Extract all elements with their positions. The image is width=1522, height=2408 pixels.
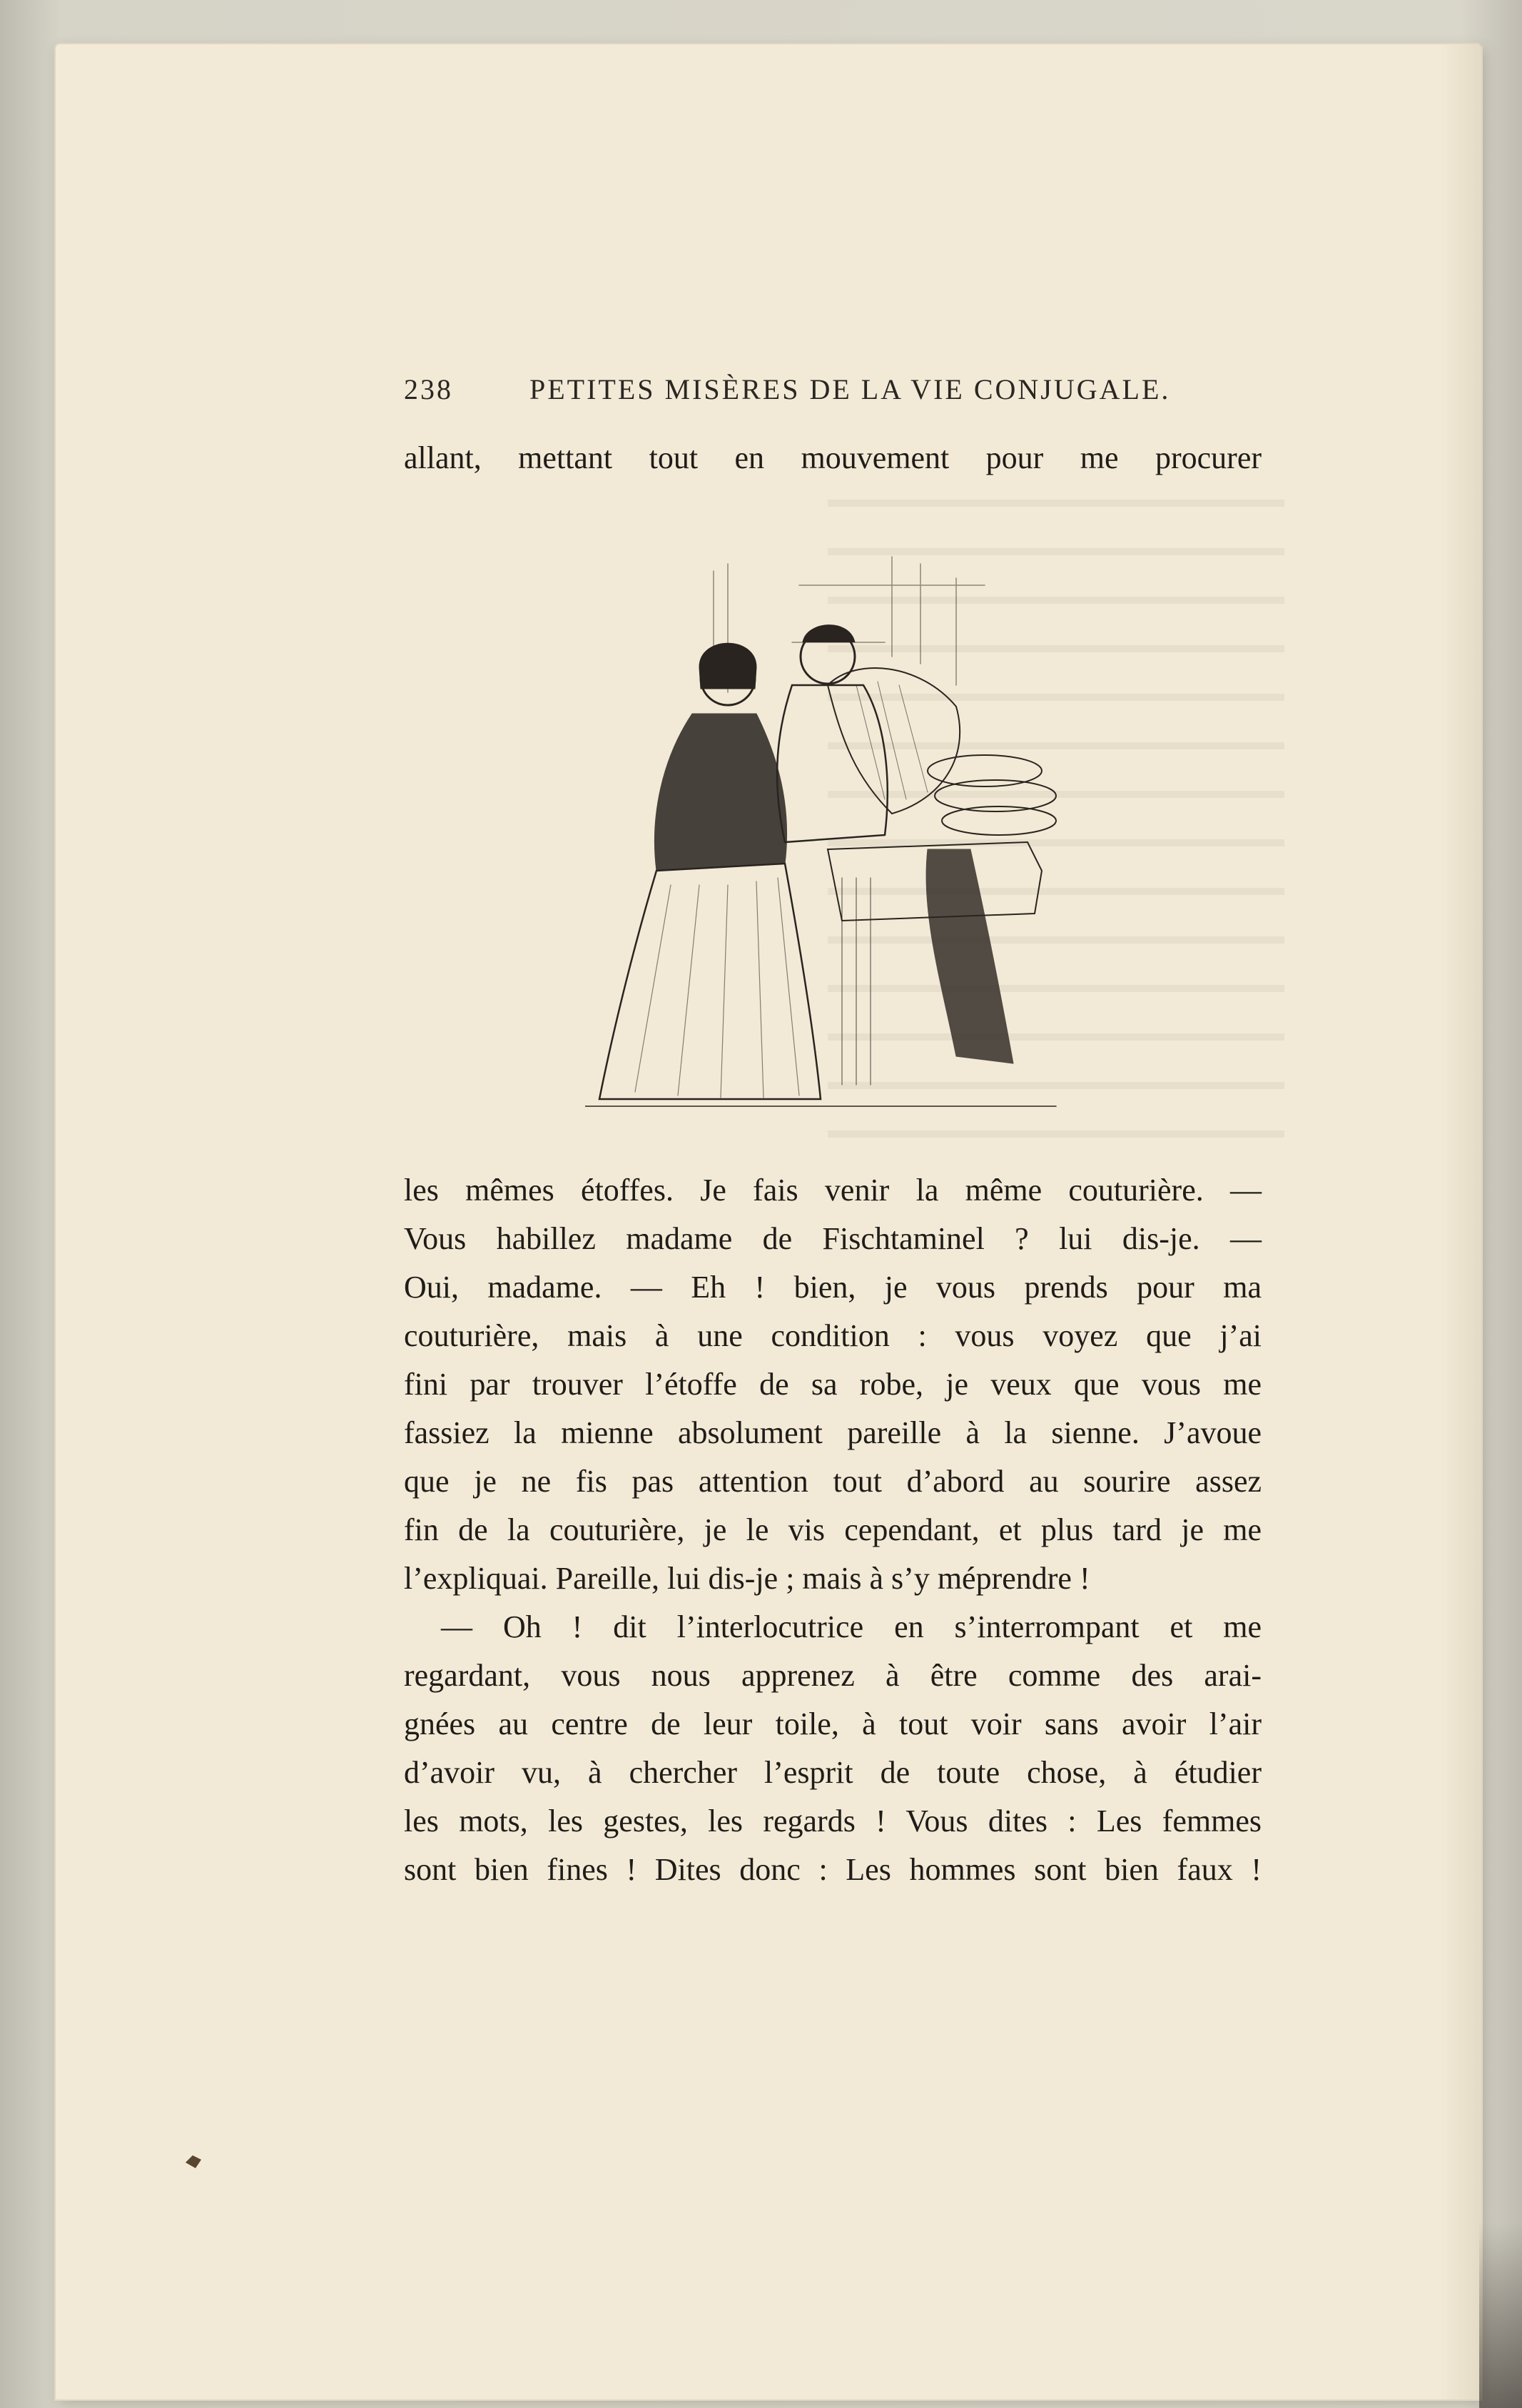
text-line: que je ne fis pas attention tout d’abord au sourire assez	[404, 1464, 1262, 1499]
text-line: fassiez la mienne absolument pareille à la sienne. J’avoue	[404, 1415, 1262, 1450]
text-line: fini par trouver l’étoffe de sa robe, je veux que vous me	[404, 1367, 1262, 1402]
text-line: les mots, les gestes, les regards ! Vous dites : Les femmes	[404, 1804, 1262, 1838]
text-line: allant, mettant tout en mouvement pour me procurer	[404, 440, 1262, 475]
text-line: fin de la couturière, je le vis cependant, et plus tard je me	[404, 1512, 1262, 1547]
text-line: sont bien fines ! Dites donc : Les hommes sont bien faux !	[404, 1852, 1262, 1887]
text-line: Oui, madame. — Eh ! bien, je vous prends pour ma	[404, 1270, 1262, 1305]
engraving-dressmaker-scene-icon	[585, 542, 1085, 1120]
page-edge-shadow	[1439, 44, 1481, 2399]
running-head	[404, 373, 1262, 415]
text-line: couturière, mais à une condition : vous voyez que j’ai	[404, 1318, 1262, 1353]
text-line: Vous habillez madame de Fischtaminel ? lui dis-je. —	[404, 1221, 1262, 1256]
text-line: d’avoir vu, à chercher l’esprit de toute chose, à étudier	[404, 1755, 1262, 1790]
text-line: regardant, vous nous apprenez à être comme des arai-	[404, 1658, 1262, 1693]
text-before-illustration	[404, 434, 1262, 482]
text-line: les mêmes étoffes. Je fais venir la même couturière. —	[404, 1173, 1262, 1208]
text-line: gnées au centre de leur toile, à tout voir sans avoir l’air	[404, 1706, 1262, 1741]
page-number: 238	[404, 373, 453, 405]
text-after-illustration	[404, 1166, 1262, 1894]
text-line: l’expliquai. Pareille, lui dis-je ; mais à s’y méprendre !	[404, 1561, 1090, 1596]
page-corner-shadow	[1479, 2222, 1522, 2408]
text-line: — Oh ! dit l’interlocutrice en s’interrompant et me	[441, 1609, 1262, 1644]
running-title: PETITES MISÈRES DE LA VIE CONJUGALE.	[529, 373, 1171, 405]
ink-spot-icon	[183, 2152, 204, 2171]
